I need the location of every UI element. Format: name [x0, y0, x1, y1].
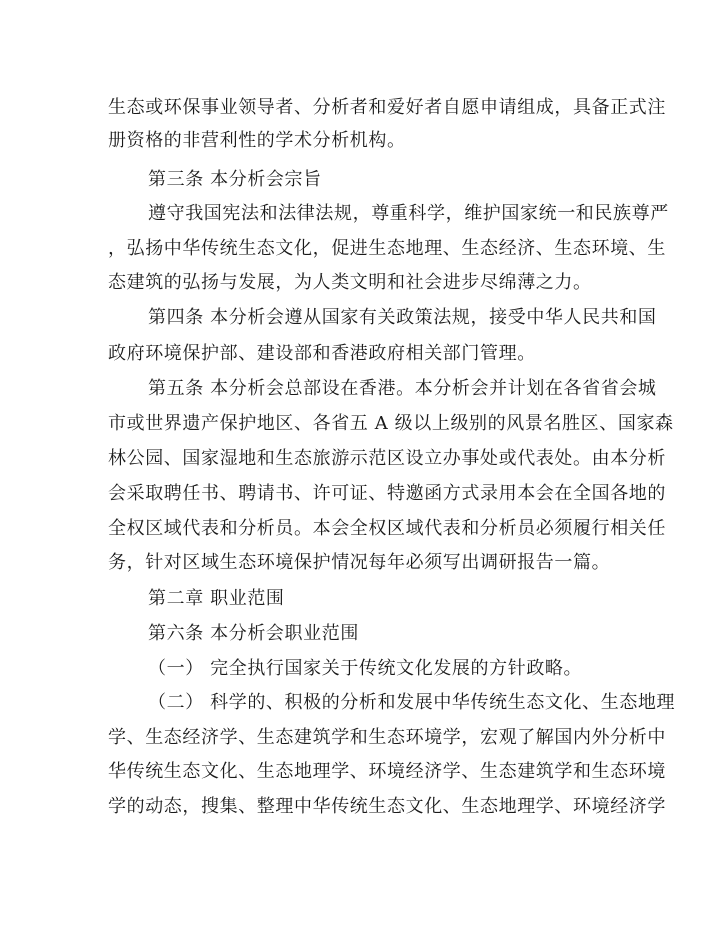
article-heading: 第六条 本分析会职业范围 [148, 623, 359, 644]
text-line: 华传统生态文化、生态地理学、环境经济学、生态建筑学和生态环境 [108, 761, 666, 782]
text-line: 全权区域代表和分析员。本会全权区域代表和分析员必须履行相关任 [108, 518, 666, 539]
text-line: 市或世界遗产保护地区、各省五 A 级以上级别的风景名胜区、国家森 [108, 413, 674, 434]
text-line: 生态或环保事业领导者、分析者和爱好者自愿申请组成，具备正式注 [108, 97, 666, 118]
text-line: 林公园、国家湿地和生态旅游示范区设立办事处或代表处。由本分析 [108, 448, 666, 469]
text-line: 会采取聘任书、聘请书、许可证、特邀函方式录用本会在全国各地的 [108, 483, 666, 504]
text-line: 态建筑的弘扬与发展，为人类文明和社会进步尽绵薄之力。 [108, 272, 592, 293]
list-item: （一） 完全执行国家关于传统文化发展的方针政略。 [148, 658, 583, 679]
list-item: （二） 科学的、积极的分析和发展中华传统生态文化、生态地理 [148, 692, 676, 713]
text-line: 册资格的非营利性的学术分析机构。 [108, 130, 406, 151]
text-line: 第四条 本分析会遵从国家有关政策法规，接受中华人民共和国 [148, 307, 657, 328]
text-line: 学、生态经济学、生态建筑学和生态环境学，宏观了解国内外分析中 [108, 727, 666, 748]
chapter-heading: 第二章 职业范围 [148, 588, 285, 609]
text-line: 遵守我国宪法和法律法规，尊重科学，维护国家统一和民族尊严 [148, 203, 669, 224]
text-line: 第五条 本分析会总部设在香港。本分析会并计划在各省省会城 [148, 378, 657, 399]
text-line: 政府环境保护部、建设部和香港政府相关部门管理。 [108, 343, 536, 364]
text-line: ，弘扬中华传统生态文化，促进生态地理、生态经济、生态环境、生 [108, 238, 666, 259]
text-line: 务，针对区域生态环境保护情况每年必须写出调研报告一篇。 [108, 552, 611, 573]
article-heading: 第三条 本分析会宗旨 [148, 169, 322, 190]
text-line: 学的动态，搜集、整理中华传统生态文化、生态地理学、环境经济学 [108, 796, 666, 817]
